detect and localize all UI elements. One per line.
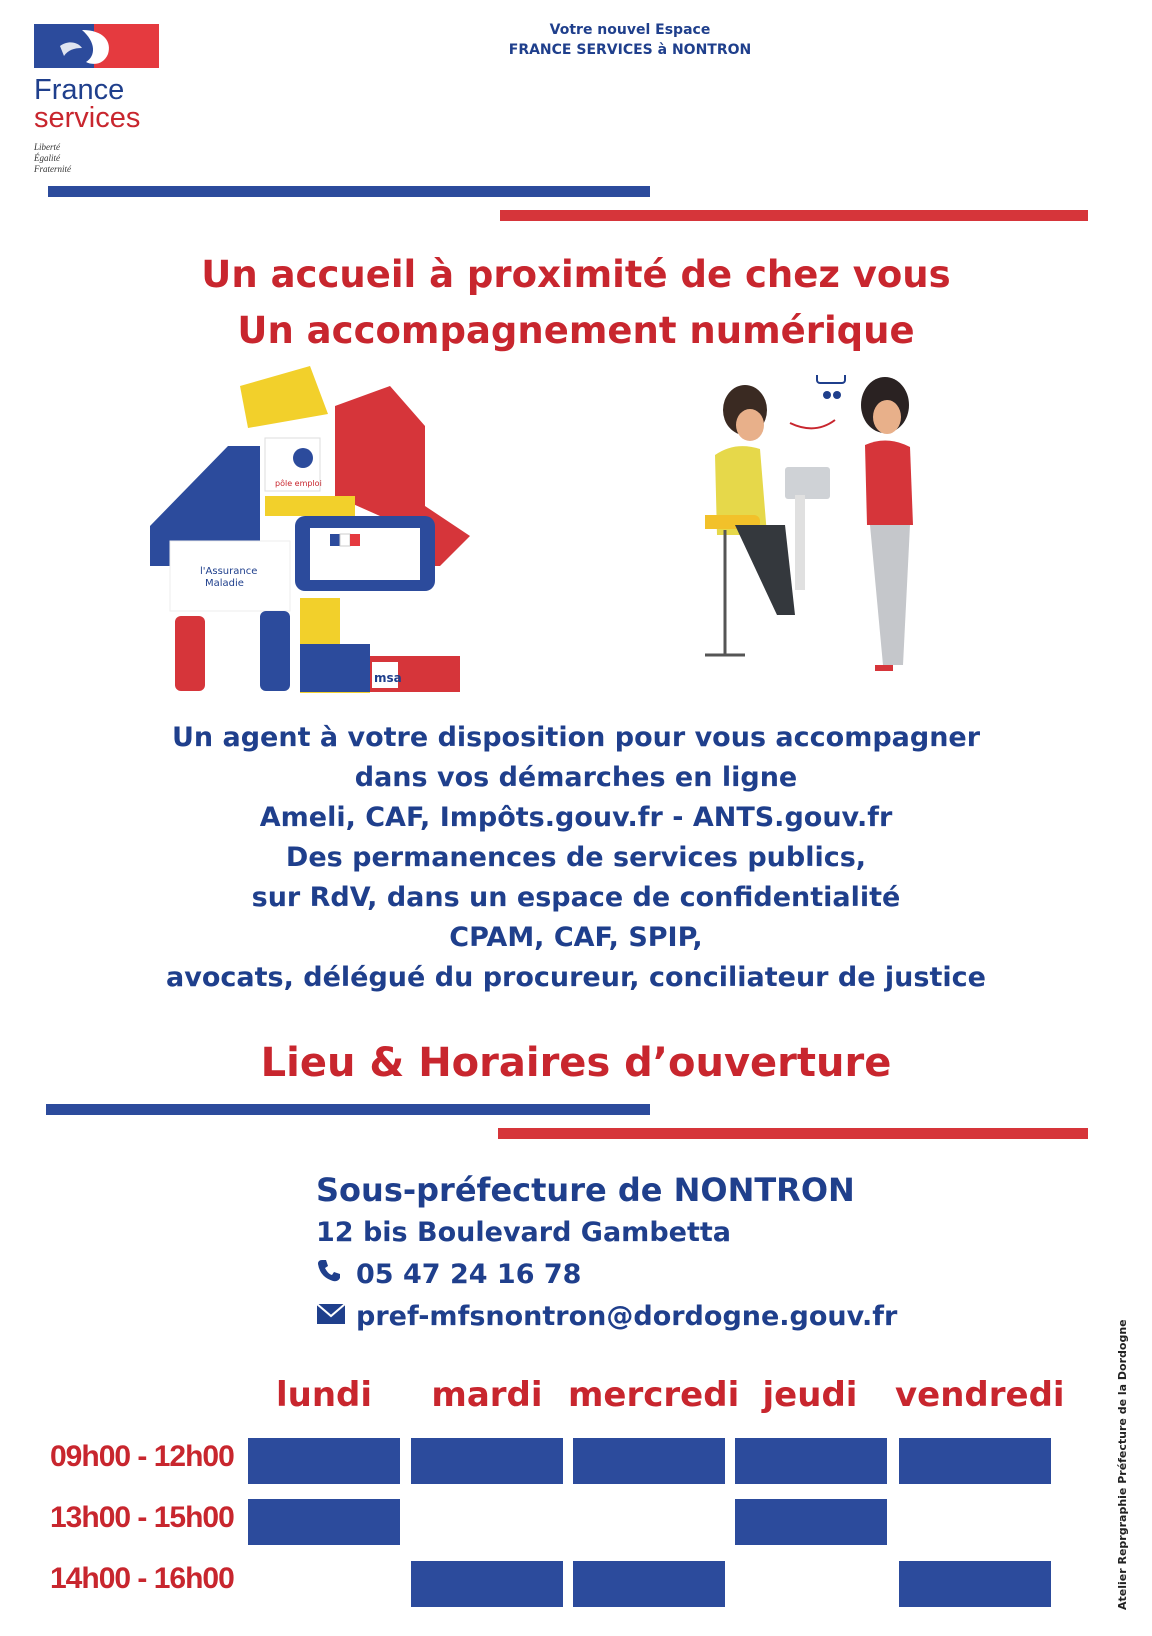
address-street: 12 bis Boulevard Gambetta	[316, 1217, 731, 1248]
email-address[interactable]: pref-mfsnontron@dordogne.gouv.fr	[356, 1301, 898, 1332]
address-place: Sous-préfecture de NONTRON	[316, 1171, 855, 1209]
location-title: Lieu & Horaires d’ouverture	[260, 1040, 892, 1086]
divider-blue-top	[48, 186, 650, 197]
divider-red-bottom	[498, 1128, 1088, 1139]
open-slot-lundi	[248, 1499, 400, 1545]
slot-early-afternoon: 13h00 - 15h00	[50, 1501, 234, 1534]
open-slot-mercredi	[573, 1438, 725, 1484]
slot-late-afternoon: 14h00 - 16h00	[50, 1562, 234, 1595]
slot-morning: 09h00 - 12h00	[50, 1440, 234, 1473]
partners-house-illustration	[140, 366, 485, 696]
headline-2: Un accompagnement numérique	[237, 309, 915, 352]
agent-helping-user-illustration	[705, 375, 975, 690]
pole-emploi-label: pôle emploi	[275, 479, 322, 488]
open-slot-jeudi	[735, 1499, 887, 1545]
day-lundi: lundi	[275, 1375, 373, 1415]
day-vendredi: vendredi	[895, 1375, 1065, 1415]
divider-blue-bottom	[46, 1104, 650, 1115]
header-text: Votre nouvel Espace FRANCE SERVICES à NONTRON	[508, 22, 752, 58]
open-slot-vendredi	[899, 1561, 1051, 1607]
address-block	[316, 1168, 956, 1338]
open-slot-mercredi	[573, 1561, 725, 1607]
phone-icon	[316, 1254, 356, 1296]
day-jeudi: jeudi	[762, 1375, 858, 1415]
brand-line-france: France	[34, 74, 125, 106]
divider-red-top	[500, 210, 1088, 221]
services-description: Un agent à votre disposition pour vous accompagner dans vos démarches en ligne Ameli, CAF, Impôts.gouv.fr - ANTS.gouv.fr Des permanences de services publics, sur RdV, dans un espace de confidentialité CPAM, CAF, SPIP, avocats, délégué du procureur, conciliateur de justice	[166, 722, 986, 993]
phone-number[interactable]: 05 47 24 16 78	[356, 1259, 582, 1290]
day-mardi: mardi	[431, 1375, 543, 1415]
print-credit: Atelier Reprgraphie Préfecture de la Dordogne	[1116, 1319, 1129, 1610]
envelope-icon	[316, 1296, 356, 1338]
msa-label: msa	[374, 671, 402, 685]
email-row	[316, 1296, 956, 1338]
day-mercredi: mercredi	[568, 1375, 740, 1415]
open-slot-mardi	[411, 1561, 563, 1607]
open-slot-lundi	[248, 1438, 400, 1484]
motto: Liberté Égalité Fraternité	[34, 142, 71, 174]
headline-1: Un accueil à proximité de chez vous	[201, 253, 951, 296]
france-services-logo	[34, 24, 194, 184]
phone-row	[316, 1254, 956, 1296]
open-slot-jeudi	[735, 1438, 887, 1484]
assurance-label-1: l'Assurance	[200, 566, 258, 577]
marianne-flag-icon	[34, 24, 159, 68]
assurance-label-2: Maladie	[205, 578, 244, 589]
open-slot-mardi	[411, 1438, 563, 1484]
brand-line-services: services	[34, 102, 141, 134]
open-slot-vendredi	[899, 1438, 1051, 1484]
